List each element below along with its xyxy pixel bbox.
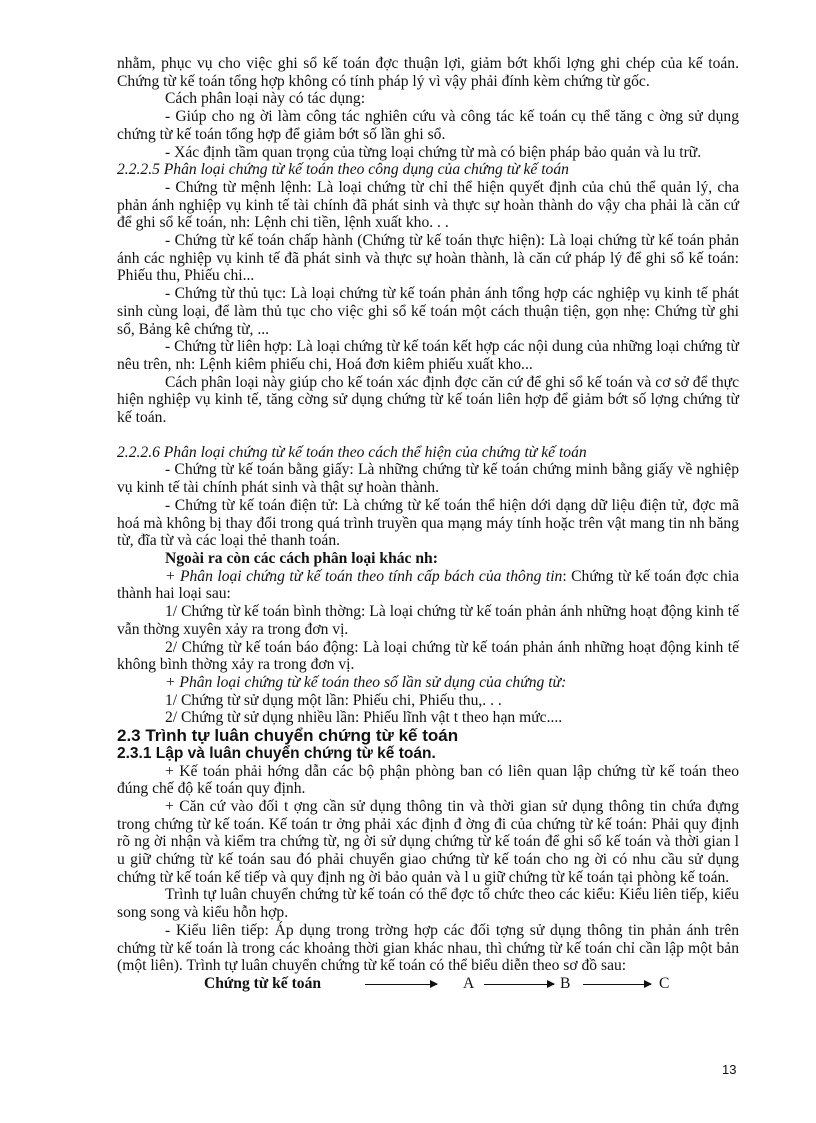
italic-phrase: + Phân loại chứng từ kế toán theo tính cấp bách của thông tin xyxy=(165,567,563,585)
paragraph: - Chứng từ kế toán điện tử: Là chứng từ kế toán thể hiện dới dạng dữ liệu điện tử, đợc mã hoá mà không bị thay đổi trong quá trình truyền qua mạng máy tính hoặc trên vật mang tin nh băng từ, đĩa từ và các loại thẻ thanh toán. xyxy=(117,496,739,550)
section-heading-2-2-2-5: 2.2.2.5 Phân loại chứng từ kế toán theo công dụng của chứng từ kế toán xyxy=(117,161,569,179)
paragraph: nhằm, phục vụ cho việc ghi sổ kế toán đợc thuận lợi, giảm bớt khối lợng ghi chép của kế toán. Chứng từ kế toán tổng hợp không có tính pháp lý vì vậy phải đính kèm chứng từ gốc. xyxy=(117,55,739,90)
paragraph: - Xác định tầm quan trọng của từng loại chứng từ mà có biện pháp bảo quản và lu trữ. xyxy=(165,143,702,161)
paragraph: Cách phân loại này có tác dụng: xyxy=(165,90,366,108)
paragraph: Trình tự luân chuyển chứng từ kế toán có thể đợc tổ chức theo các kiểu: Kiểu liên tiếp, kiểu song song và kiểu hỗn hợp. xyxy=(117,886,739,922)
flow-diagram xyxy=(117,975,739,995)
paragraph: 1/ Chứng từ kế toán bình thờng: Là loại chứng từ kế toán phản ánh những hoạt động kinh tế vẫn thờng xuyên xảy ra trong đơn vị. xyxy=(117,603,739,638)
section-heading-2-3: 2.3 Trình tự luân chuyển chứng từ kế toán xyxy=(117,726,459,746)
arrow-icon xyxy=(583,984,651,985)
paragraph-rest: : Chứng từ kế toán đợc chia thành hai loại sau: xyxy=(117,567,739,603)
paragraph xyxy=(117,568,739,603)
paragraph: + Căn cứ vào đối t ợng cần sử dụng thông tin và thời gian sử dụng thông tin chứa đựng trong chứng từ kế toán. Kế toán tr ởng phải xác định đ ờng đi của chứng từ kế toán: Phải quy định rõ ng ời nhận và kiểm tra chứng từ, ng ời sử dụng chứng từ kế toán để ghi sổ kế toán và thời gian l u giữ chứng từ kế toán sau đó phải chuyển giao chứng từ kế toán cho ng ời có nhu cầu sử dụng chứng từ kế toán kế tiếp và quy định ng ời bảo quản và l u giữ chứng từ kế toán tại phòng kế toán. xyxy=(117,797,739,886)
subheading: Ngoài ra còn các cách phân loại khác nh: xyxy=(165,549,438,567)
paragraph: - Chứng từ thủ tục: Là loại chứng từ kế toán phản ánh tổng hợp các nghiệp vụ kinh tế phát sinh cùng loại, để làm thủ tục cho việc ghi sổ kế toán một cách thuận tiện, gọn nhẹ: Chứng từ ghi sổ, Bảng kê chứng từ, ... xyxy=(117,285,739,338)
document-page xyxy=(117,55,739,995)
page-number: 13 xyxy=(722,1062,737,1077)
arrow-icon xyxy=(365,984,437,985)
flow-node-b: B xyxy=(560,974,571,992)
section-heading-2-2-2-6: 2.2.2.6 Phân loại chứng từ kế toán theo cách thể hiện của chứng từ kế toán xyxy=(117,443,587,461)
paragraph: + Kế toán phải hớng dẫn các bộ phận phòng ban có liên quan lập chứng từ kế toán theo đúng chế độ kế toán quy định. xyxy=(117,762,739,798)
paragraph: 2/ Chứng từ kế toán báo động: Là loại chứng từ kế toán phản ánh những hoạt động kinh tế không bình thờng xảy ra trong đơn vị. xyxy=(117,638,739,674)
paragraph: Cách phân loại này giúp cho kế toán xác định đợc căn cứ để ghi sổ kế toán và cơ sở để thực hiện nghiệp vụ kinh tế, tăng cờng sử dụng chứng từ kế toán liên hợp để giảm bớt số lợng chứng từ kế toán. xyxy=(117,373,739,427)
paragraph: - Chứng từ mệnh lệnh: Là loại chứng từ chỉ thể hiện quyết định của chủ thể quản lý, cha phản ánh nghiệp vụ kinh tế tài chính đã phát sinh và thực sự hoàn thành do vậy cha phải là căn cứ để ghi sổ kế toán, nh: Lệnh chi tiền, lệnh xuất kho. . . xyxy=(117,178,739,232)
flow-node-a: A xyxy=(463,974,475,992)
paragraph: - Chứng từ kế toán chấp hành (Chứng từ kế toán thực hiện): Là loại chứng từ kế toán phản ánh các nghiệp vụ kinh tế đã phát sinh và thực sự hoàn thành, là căn cứ pháp lý để ghi sổ kế toán: Phiếu thu, Phiếu chi... xyxy=(117,232,739,285)
paragraph: - Chứng từ liên hợp: Là loại chứng từ kế toán kết hợp các nội dung của những loại chứng từ nêu trên, nh: Lệnh kiêm phiếu chi, Hoá đơn kiêm phiếu xuất kho... xyxy=(117,338,739,373)
spacer xyxy=(117,427,739,444)
flow-node-c: C xyxy=(659,974,670,992)
paragraph: 2/ Chứng từ sử dụng nhiều lần: Phiếu lĩnh vật t theo hạn mức.... xyxy=(165,709,563,727)
paragraph: - Giúp cho ng ời làm công tác nghiên cứu và công tác kế toán cụ thể tăng c ờng sử dụng chứng từ kế toán tổng hợp để giảm bớt số lần ghi sổ. xyxy=(117,108,739,143)
paragraph: - Chứng từ kế toán bằng giấy: Là những chứng từ kế toán chứng minh bằng giấy về nghiệp vụ kinh tế tài chính phát sinh và thật sự hoàn thành. xyxy=(117,461,739,497)
arrow-icon xyxy=(484,984,554,985)
paragraph: + Phân loại chứng từ kế toán theo số lần sử dụng của chứng từ: xyxy=(165,673,567,691)
paragraph: 1/ Chứng từ sử dụng một lần: Phiếu chi, Phiếu thu,. . . xyxy=(165,691,502,709)
section-heading-2-3-1: 2.3.1 Lập và luân chuyển chứng từ kế toán. xyxy=(117,745,436,763)
paragraph: - Kiểu liên tiếp: Áp dụng trong trờng hợp các đối tợng sử dụng thông tin phản ánh trên chứng từ kế toán là trong các khoảng thời gian khác nhau, thì chứng từ kế toán chỉ cần lập một bản (một liên). Trình tự luân chuyển chứng từ kế toán có thể biểu diễn theo sơ đồ sau: xyxy=(117,921,739,975)
flow-label: Chứng từ kế toán xyxy=(204,974,322,992)
